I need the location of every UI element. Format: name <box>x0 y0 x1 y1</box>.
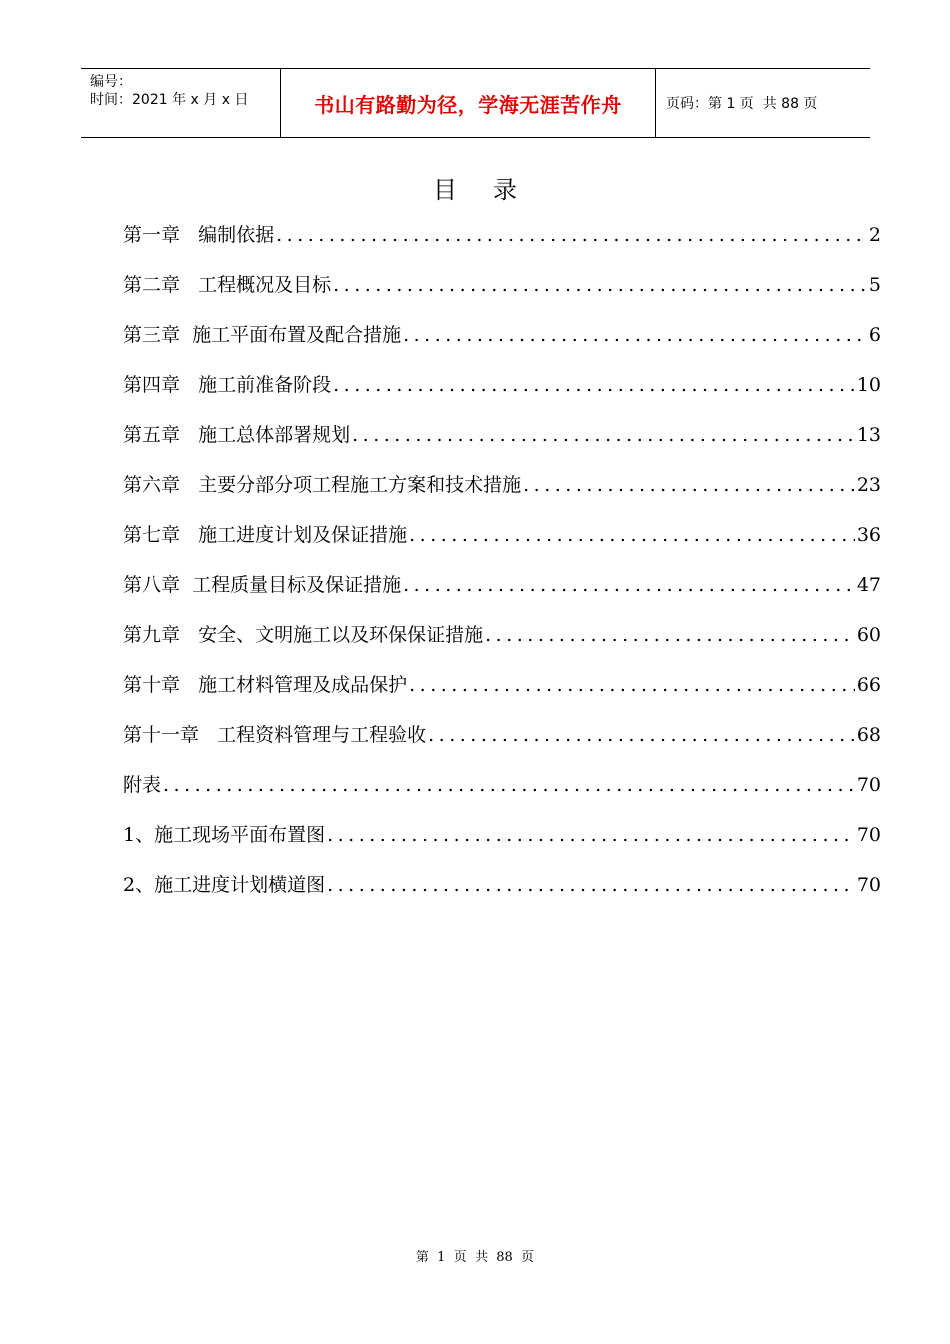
toc-item-page: 70 <box>856 874 881 896</box>
toc-leader-dots <box>409 524 855 546</box>
page-header <box>81 68 870 138</box>
toc-item-label: 第一章 编制依据 <box>123 224 275 246</box>
toc-item-label: 第十一章 工程资料管理与工程验收 <box>123 724 427 746</box>
toc-item-label: 1、施工现场平面布置图 <box>123 824 326 846</box>
toc-item[interactable] <box>123 870 881 920</box>
toc-leader-dots <box>327 824 855 846</box>
toc-leader-dots <box>428 724 855 746</box>
toc-title: 目录 <box>433 176 553 204</box>
toc-item-label: 第六章 主要分部分项工程施工方案和技术措施 <box>123 474 522 496</box>
document-time-label: 时间：2021 年 x 月 x 日 <box>90 92 249 108</box>
toc-item-label: 第七章 施工进度计划及保证措施 <box>123 524 408 546</box>
toc-item-label: 第五章 施工总体部署规划 <box>123 424 351 446</box>
toc-leader-dots <box>485 624 855 646</box>
toc-item-page: 23 <box>856 474 881 496</box>
toc-item-page: 70 <box>856 824 881 846</box>
toc-item-page: 36 <box>856 524 881 546</box>
toc-item-page: 2 <box>868 224 881 246</box>
toc-leader-dots <box>409 674 855 696</box>
header-page-info: 页码：第 1 页 共 88 页 <box>666 96 818 112</box>
toc-item[interactable] <box>123 620 881 670</box>
toc-item[interactable] <box>123 820 881 870</box>
toc-item-page: 10 <box>856 374 881 396</box>
page-footer: 第 1 页 共 88 页 <box>415 1250 535 1265</box>
toc-item-label: 第八章 工程质量目标及保证措施 <box>123 574 402 596</box>
toc-item[interactable] <box>123 520 881 570</box>
toc-item[interactable] <box>123 670 881 720</box>
toc-item-label: 第十章 施工材料管理及成品保护 <box>123 674 408 696</box>
toc-item[interactable] <box>123 570 881 620</box>
toc-leader-dots <box>403 324 867 346</box>
document-number-label: 编号： <box>90 74 132 90</box>
toc-item-page: 6 <box>868 324 881 346</box>
toc-leader-dots <box>276 224 867 246</box>
toc-item-page: 47 <box>856 574 881 596</box>
toc-leader-dots <box>333 374 855 396</box>
toc-item-label: 第九章 安全、文明施工以及环保保证措施 <box>123 624 484 646</box>
toc-item[interactable] <box>123 420 881 470</box>
toc-item[interactable] <box>123 220 881 270</box>
toc-item-label: 第三章 施工平面布置及配合措施 <box>123 324 402 346</box>
toc-item-label: 2、施工进度计划横道图 <box>123 874 326 896</box>
toc-leader-dots <box>333 274 867 296</box>
toc-item[interactable] <box>123 720 881 770</box>
toc-item-label: 第四章 施工前准备阶段 <box>123 374 332 396</box>
toc-item[interactable] <box>123 470 881 520</box>
toc-item[interactable] <box>123 770 881 820</box>
toc-leader-dots <box>523 474 855 496</box>
header-meta <box>81 69 281 137</box>
toc-leader-dots <box>327 874 855 896</box>
toc-item-label: 附表 <box>123 774 162 796</box>
toc-item[interactable] <box>123 320 881 370</box>
toc-item-page: 60 <box>856 624 881 646</box>
toc-item-label: 第二章 工程概况及目标 <box>123 274 332 296</box>
toc-item-page: 70 <box>856 774 881 796</box>
toc-item[interactable] <box>123 370 881 420</box>
toc-item-page: 13 <box>856 424 881 446</box>
header-motto: 书山有路勤为径，学海无涯苦作舟 <box>281 69 656 137</box>
toc-leader-dots <box>403 574 855 596</box>
table-of-contents <box>123 220 881 920</box>
toc-leader-dots <box>352 424 855 446</box>
toc-item-page: 68 <box>856 724 881 746</box>
toc-item[interactable] <box>123 270 881 320</box>
toc-item-page: 5 <box>868 274 881 296</box>
toc-leader-dots <box>163 774 855 796</box>
toc-item-page: 66 <box>856 674 881 696</box>
